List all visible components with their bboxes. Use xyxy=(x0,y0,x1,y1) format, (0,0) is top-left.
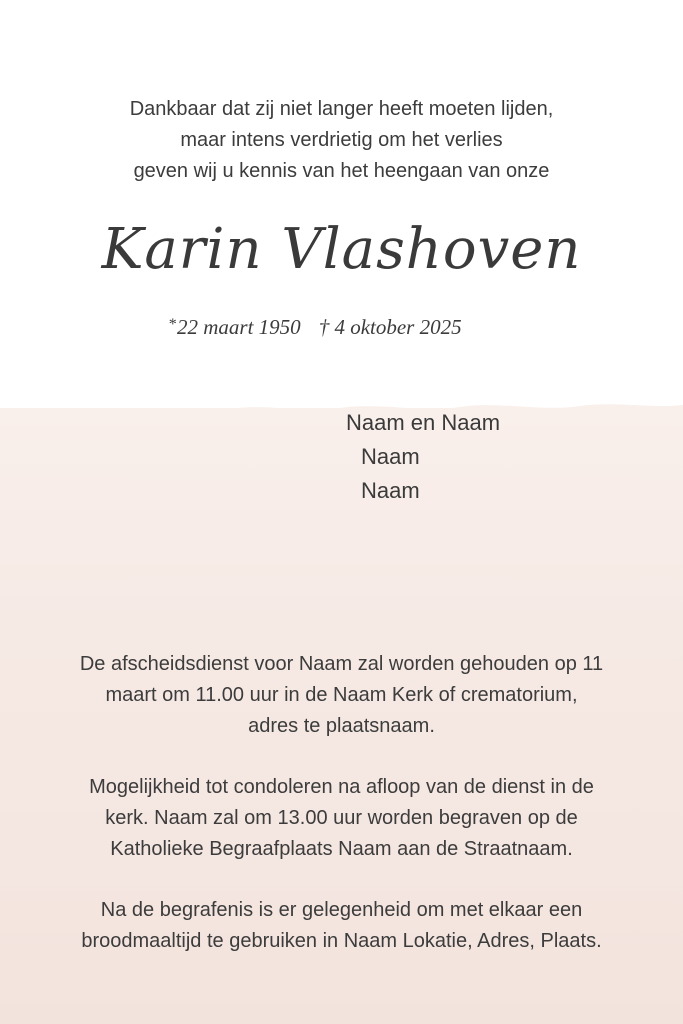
condolence-line: Mogelijkheid tot condoleren na afloop van de dienst in de xyxy=(89,776,594,798)
intro-line: maar intens verdrietig om het verlies xyxy=(180,129,503,151)
intro-line: geven wij u kennis van het heengaan van onze xyxy=(133,160,550,182)
reception-line: Na de begrafenis is er gelegenheid om met elkaar een xyxy=(100,899,583,921)
service-line: adres te plaatsnaam. xyxy=(248,715,435,737)
condolence-line: Katholieke Begraafplaats Naam aan de Straatnaam. xyxy=(110,838,573,860)
birth-symbol: * xyxy=(168,316,176,333)
signer: Naam xyxy=(361,444,420,469)
intro-text xyxy=(0,94,683,187)
signer: Naam xyxy=(361,478,420,503)
condolence-line: kerk. Naam zal om 13.00 uur worden begraven op de xyxy=(105,807,578,829)
death-symbol: † xyxy=(318,315,330,339)
birth-date: 22 maart 1950 xyxy=(177,315,301,339)
service-line: De afscheidsdienst voor Naam zal worden gehouden op 11 xyxy=(79,653,604,675)
signers-list xyxy=(346,406,646,508)
life-dates xyxy=(168,310,528,342)
death-date: 4 oktober 2025 xyxy=(334,315,462,339)
service-line: maart om 11.00 uur in de Naam Kerk of crematorium, xyxy=(105,684,578,706)
intro-line: Dankbaar dat zij niet langer heeft moeten lijden, xyxy=(129,98,554,120)
signer: Naam en Naam xyxy=(346,410,501,435)
reception-line: broodmaaltijd te gebruiken in Naam Lokatie, Adres, Plaats. xyxy=(81,930,602,952)
service-paragraph xyxy=(0,649,683,742)
deceased-name: Karin Vlashoven xyxy=(101,217,582,282)
reception-paragraph xyxy=(0,895,683,957)
condolence-paragraph xyxy=(0,772,683,865)
